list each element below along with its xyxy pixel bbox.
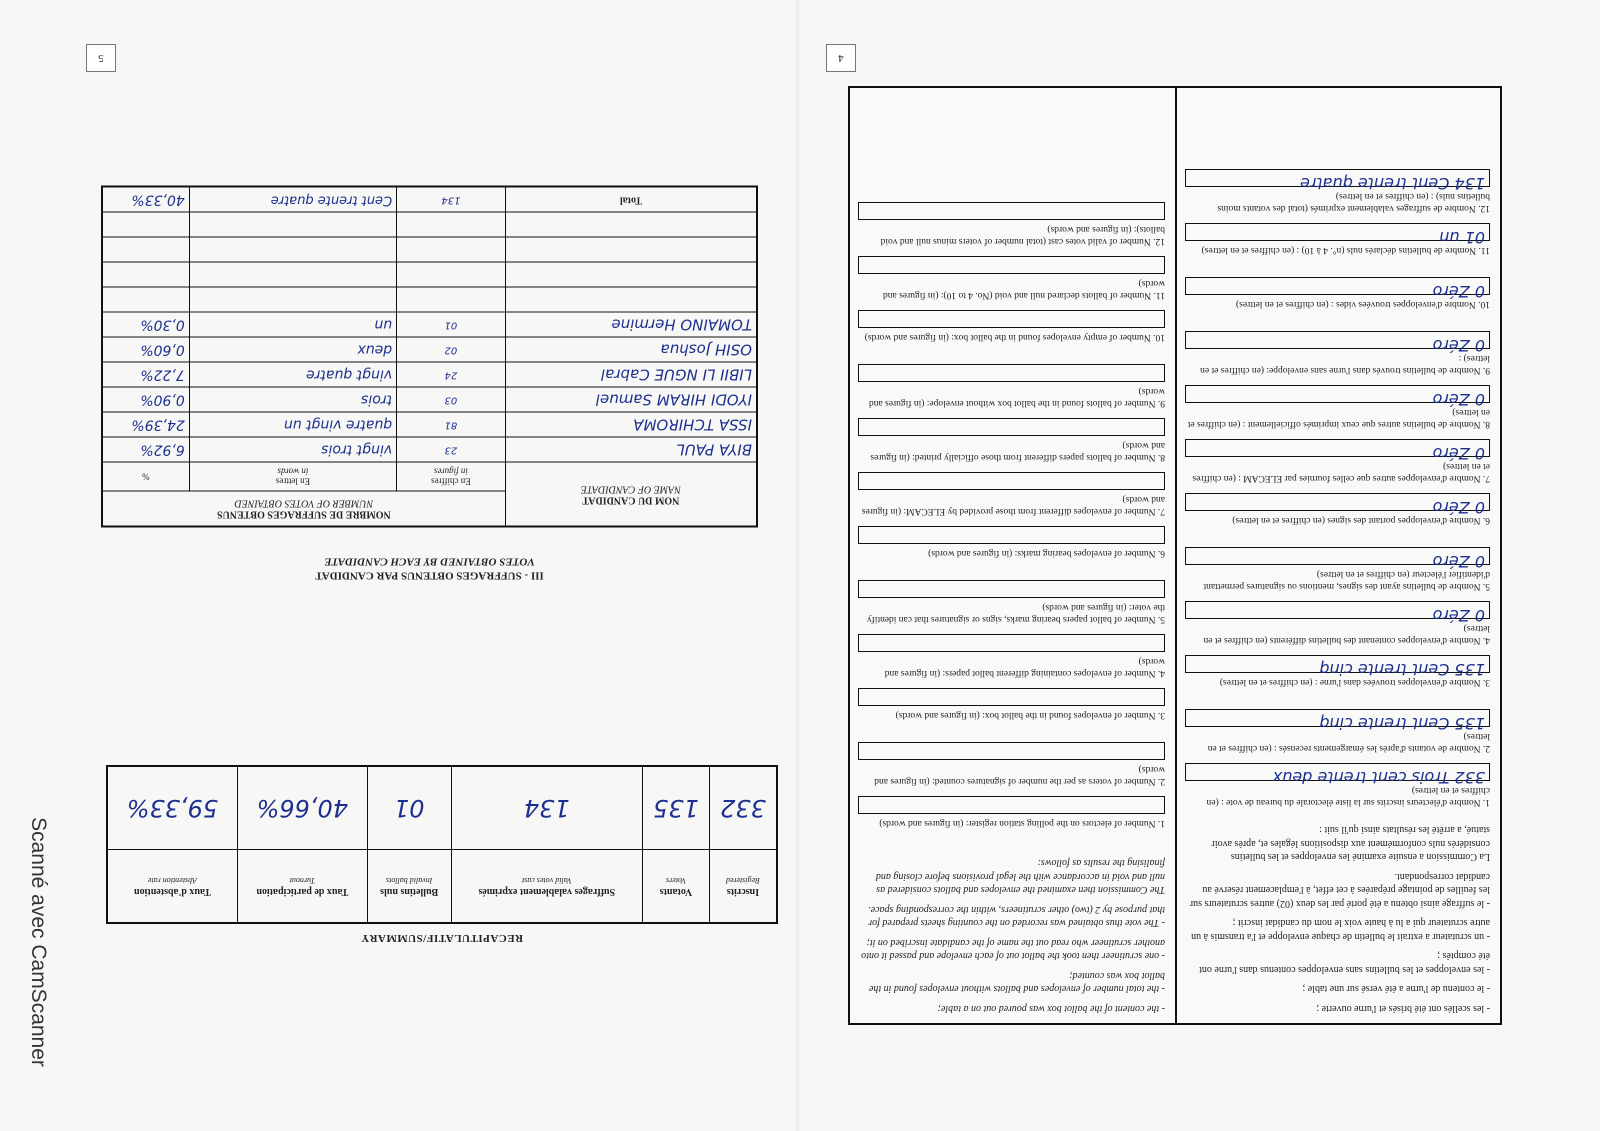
candidate-row	[102, 388, 757, 413]
pv-item-answer: 0 Zéro	[1432, 606, 1485, 625]
candidate-votes-figures: 01	[397, 313, 506, 338]
candidate-votes-words: un	[189, 313, 396, 338]
pv-intro-line: - the content of the ballot box was poured out on a table;	[937, 1003, 1165, 1014]
empty-cell	[189, 288, 396, 313]
pv-item-answer-box	[858, 742, 1165, 760]
candidate-row	[102, 363, 757, 388]
pv-item	[1187, 439, 1490, 493]
candidate-votes-percent: 0,30%	[102, 313, 189, 338]
pv-intro-line: - one scrutineer then took the ballot out of each envelope and passed it onto another scrutineer who read out the name of the candidate inscribed on it;	[861, 937, 1165, 962]
pv-item-label: 7. Number of envelopes different from those provided by ELECAM: (in figures and words)	[861, 493, 1165, 516]
empty-cell	[102, 263, 189, 288]
pv-item-answer-box	[1185, 223, 1490, 247]
candidate-results-section	[101, 186, 758, 582]
pv-item-label: 11. Number of ballots declared null and void (No. 4 to 10): (in figures and words)	[883, 277, 1165, 300]
pv-column-french	[1175, 88, 1500, 1023]
pv-item	[1187, 709, 1490, 763]
pv-intro-line: - The vote thus obtained was recorded on the counting sheets prepared for that purpose by 2 (two) other scrutineers, within the corresponding space.	[868, 904, 1165, 929]
pv-item-answer-box	[1185, 169, 1490, 193]
pv-item-answer-box	[858, 634, 1165, 652]
pv-item-label: 6. Nombre d'enveloppes portant des signes (en chiffres et en lettres)	[1232, 514, 1490, 525]
pv-item-answer-box	[1185, 277, 1490, 301]
pv-item	[860, 742, 1165, 796]
summary-title: RECAPITULATIF/SUMMARY	[360, 932, 524, 944]
pv-item-answer-box	[858, 580, 1165, 598]
empty-cell	[505, 288, 757, 313]
pv-item	[1187, 601, 1490, 655]
pv-item-answer: 0 Zéro	[1432, 390, 1485, 409]
pv-intro-line: The Commission then examined the envelopes and ballots considered as null and void in accordance with the legal provisions before closing and finalising the results as follows:	[875, 857, 1165, 896]
candidate-row-empty	[102, 238, 757, 263]
candidate-name: IYODI HIRAM Samuel	[505, 388, 757, 413]
pv-item-answer-box	[1185, 385, 1490, 409]
pv-item	[860, 634, 1165, 688]
pv-item-answer: 0 Zéro	[1432, 444, 1485, 463]
total-label: Total	[505, 187, 757, 213]
pv-item-label: 2. Number of voters as per the number of signatures counted: (in figures and words)	[874, 763, 1165, 786]
pv-item-answer-box	[1185, 655, 1490, 679]
candidate-name: ISSA TCHIROMA	[505, 413, 757, 438]
pv-item-label: 1. Number of electors on the polling station register: (in figures and words)	[879, 817, 1165, 828]
camscanner-watermark: Scanné avec CamScanner	[27, 817, 50, 1067]
empty-cell	[102, 238, 189, 263]
candidate-row-empty	[102, 213, 757, 238]
candidate-votes-words: vingt quatre	[189, 363, 396, 388]
candidate-votes-figures: 81	[397, 413, 506, 438]
pv-item-label: 2. Nombre de votants d'après les émargements recensés : (en chiffres et en lettres)	[1207, 730, 1490, 753]
total-percent: 40,33%	[102, 187, 189, 213]
pv-item-answer: 135 Cent trente cinq	[1319, 714, 1485, 733]
pv-item-answer: 0 Zéro	[1432, 552, 1485, 571]
candidate-votes-figures: 03	[397, 388, 506, 413]
pv-column-english	[850, 88, 1175, 1023]
pv-item-label: 10. Nombre d'enveloppes trouvées vides : (en chiffres et en lettres)	[1236, 298, 1490, 309]
candidate-row	[102, 413, 757, 438]
pv-intro-english	[860, 856, 1165, 1015]
summary-header-en: Registered	[726, 875, 760, 885]
pv-item-answer-box	[1185, 601, 1490, 625]
empty-cell	[397, 288, 506, 313]
empty-cell	[505, 238, 757, 263]
summary-header-en: Abstention rate	[147, 875, 197, 885]
summary-value: 134	[451, 766, 642, 850]
candidate-row-empty	[102, 288, 757, 313]
candidate-votes-words: quatre vingt un	[189, 413, 396, 438]
candidate-results-title-en: VOTES OBTAINED BY EACH CANDIDATE	[324, 555, 535, 568]
candidate-votes-percent: 0,60%	[102, 338, 189, 363]
pv-item	[1187, 331, 1490, 385]
empty-cell	[397, 263, 506, 288]
summary-value: 01	[367, 766, 451, 850]
pv-item	[1187, 547, 1490, 601]
pv-item-label: 3. Nombre d'enveloppes trouvées dans l'urne : (en chiffres et en lettres)	[1219, 676, 1490, 687]
pv-item	[860, 688, 1165, 742]
pv-item-answer: 135 Cent trente cinq	[1319, 660, 1485, 679]
summary-header-fr: Suffrages valablement exprimés	[478, 885, 616, 897]
pv-item	[860, 310, 1165, 364]
candidate-votes-percent: 6,92%	[102, 438, 189, 463]
total-words: Cent trente quatre	[189, 187, 396, 213]
pv-item-label: 9. Number of ballots found in the ballot box without envelope: (in figures and words)	[868, 385, 1165, 408]
summary-header-cell	[643, 850, 710, 924]
empty-cell	[102, 288, 189, 313]
summary-header-cell	[451, 850, 642, 924]
candidate-votes-percent: 7,22%	[102, 363, 189, 388]
pv-item-answer-box	[1185, 493, 1490, 517]
candidate-results-title-fr: III - SUFFRAGES OBTENUS PAR CANDIDAT	[315, 569, 544, 582]
pv-item-answer: 0 Zéro	[1432, 336, 1485, 355]
pv-items-english	[860, 202, 1165, 850]
pv-item	[860, 472, 1165, 526]
summary-value: 40,66%	[237, 766, 367, 850]
pv-intro-line: - les scellés ont été brisés et l'urne ouverte ;	[1316, 1003, 1490, 1014]
pv-item	[860, 580, 1165, 634]
pv-intro-line: La Commission a ensuite examiné les enveloppes et les bulletins considérés nuls conformément aux dispositions légales et, après avoir statué, a arrêté les résultats ainsi qu'il suit :	[1211, 824, 1490, 863]
pv-item	[860, 526, 1165, 580]
candidate-name: LIBII LI NGUE Cabral	[505, 363, 757, 388]
pv-intro-line: - les enveloppes et les bulletins sans enveloppes contenus dans l'urne ont été comptés ;	[1199, 950, 1490, 975]
pv-item-answer-box	[858, 472, 1165, 490]
header-in-figures: En chiffres in figures	[397, 463, 506, 492]
pv-item-label: 7. Nombre d'enveloppes autres que celles fournies par ELECAM : (en chiffres et en lettres)	[1192, 460, 1490, 483]
summary-header-en: Valid votes cast	[521, 875, 572, 885]
pv-item	[1187, 169, 1490, 223]
page-number-left: 5	[86, 44, 116, 72]
pv-item-answer-box	[858, 202, 1165, 220]
header-in-words: En lettres in words	[189, 463, 396, 492]
candidate-row	[102, 313, 757, 338]
summary-value: 135	[643, 766, 710, 850]
pv-intro-line: - un scrutateur a extrait le bulletin de chaque enveloppe et l'a transmis à un autre scrutateur qui a lu à haute voix le nom du candidat inscrit ;	[1191, 917, 1490, 942]
candidate-votes-words: deux	[189, 338, 396, 363]
summary-header-cell	[367, 850, 451, 924]
candidate-votes-figures: 23	[397, 438, 506, 463]
candidate-votes-figures: 02	[397, 338, 506, 363]
pv-item-label: 5. Number of ballot papers bearing marks, signs or signatures that can identify the voter: (in figures and words)	[866, 601, 1165, 624]
pv-item-label: 11. Nombre de bulletins déclarés nuls (n°. 4 à 10) : (en chiffres et en lettres)	[1201, 244, 1490, 255]
pv-item-label: 8. Number of ballots papers different from those officially printed: (in figures and words)	[870, 439, 1165, 462]
total-figures: 134	[397, 187, 506, 213]
summary-table	[106, 765, 778, 924]
pv-item-label: 5. Nombre de bulletins ayant des signes, mentions ou signatures permettant d'identifier l'électeur (en chiffres et en lettres)	[1203, 568, 1490, 591]
pv-item-label: 1. Nombre d'électeurs inscrits sur la liste électorale du bureau de vote : (en chiffres et en lettres)	[1206, 784, 1490, 807]
pv-item-answer: 01 un	[1439, 228, 1485, 247]
pv-item-answer-box	[1185, 763, 1490, 787]
summary-header-fr: Votants	[659, 885, 693, 897]
pv-item-label: 9. Nombre de bulletins trouvés dans l'urne sans enveloppe: (en chiffres et en lettres) :	[1200, 352, 1490, 375]
page-number-right: 4	[826, 44, 856, 72]
summary-header-en: Voters	[665, 875, 686, 885]
pv-item	[860, 256, 1165, 310]
empty-cell	[189, 263, 396, 288]
pv-item	[1187, 277, 1490, 331]
summary-header-cell	[107, 850, 237, 924]
pv-item-label: 12. Nombre de suffrages valablement exprimés (total des votants moins bulletins nuls) : (en chiffres et en lettres)	[1217, 190, 1490, 213]
empty-cell	[189, 213, 396, 238]
pv-item-answer-box	[858, 796, 1165, 814]
pv-item-label: 8. Nombre de bulletins autres que ceux imprimés officiellement : (en chiffres et en lettres)	[1187, 406, 1490, 429]
pv-item-answer-box	[858, 364, 1165, 382]
candidate-votes-words: vingt trois	[189, 438, 396, 463]
pv-item-label: 10. Number of empty envelopes found in the ballot box: (in figures and words)	[864, 331, 1165, 342]
header-percent: %	[102, 463, 189, 492]
summary-header-fr: Taux d'abstention	[134, 885, 211, 897]
pv-item-answer-box	[1185, 331, 1490, 355]
candidate-row	[102, 338, 757, 363]
summary-header-cell	[709, 850, 777, 924]
pv-item-answer-box	[858, 688, 1165, 706]
pv-item-answer-box	[1185, 439, 1490, 463]
pv-item	[860, 202, 1165, 256]
empty-cell	[102, 213, 189, 238]
pv-item-answer-box	[858, 256, 1165, 274]
proces-verbal-box	[848, 86, 1502, 1025]
pv-item-label: 3. Number of envelopes found in the ballot box: (in figures and words)	[895, 709, 1165, 720]
pv-item	[860, 418, 1165, 472]
pv-item-answer-box	[858, 418, 1165, 436]
pv-item-answer-box	[1185, 709, 1490, 733]
candidate-results-title	[101, 554, 758, 582]
summary-header-fr: Bulletins nuls	[380, 885, 439, 897]
header-candidate-name: NOM DU CANDIDAT NAME OF CANDIDATE	[505, 463, 757, 528]
candidate-votes-words: trois	[189, 388, 396, 413]
pv-item-answer-box	[858, 310, 1165, 328]
candidate-votes-percent: 0,90%	[102, 388, 189, 413]
pv-item-answer-box	[1185, 547, 1490, 571]
summary-value: 59,33%	[107, 766, 237, 850]
pv-item	[860, 364, 1165, 418]
pv-items-french	[1187, 169, 1490, 817]
summary-value: 332	[709, 766, 777, 850]
summary-header-fr: Inscrits	[726, 885, 760, 897]
empty-cell	[189, 238, 396, 263]
summary-header-fr: Taux de participation	[256, 885, 349, 897]
header-votes-obtained: NOMBRE DE SUFFRAGES OBTENUS NUMBER OF VOTES OBTAINED	[102, 492, 505, 528]
pv-item-answer: 134 Cent trente quatre	[1300, 174, 1485, 193]
candidate-name: BIYA PAUL	[505, 438, 757, 463]
summary-header-cell	[237, 850, 367, 924]
pv-item	[1187, 385, 1490, 439]
pv-intro-line: - the total number of envelopes and ballots without envelopes found in the ballot box was counted;	[868, 970, 1165, 995]
empty-cell	[505, 213, 757, 238]
pv-item-label: 6. Number of envelopes bearing marks: (in figures and words)	[928, 547, 1165, 558]
pv-item-answer: 332 Trois cent trente deux	[1272, 768, 1485, 787]
pv-item	[1187, 493, 1490, 547]
pv-item-label: 12. Number of valid votes cast (total number of voters minus null and void ballots): (in figures and words)	[880, 223, 1165, 246]
empty-cell	[505, 263, 757, 288]
candidate-row-empty	[102, 263, 757, 288]
pv-item	[1187, 223, 1490, 277]
pv-item	[860, 796, 1165, 850]
candidate-row	[102, 438, 757, 463]
candidate-name: TOMAINO Hermine	[505, 313, 757, 338]
summary-header-en: Turnout	[289, 875, 315, 885]
pv-item-answer: 0 Zéro	[1432, 282, 1485, 301]
pv-item	[1187, 655, 1490, 709]
pv-item-label: 4. Number of envelopes containing different ballot papers: (in figures and words)	[884, 655, 1165, 678]
pv-item-answer: 0 Zéro	[1432, 498, 1485, 517]
pv-item	[1187, 763, 1490, 817]
summary-header-en: Invalid ballots	[385, 875, 433, 885]
candidate-results-table	[101, 186, 758, 528]
pv-item-label: 4. Nombre d'enveloppes contenant des bulletins différents (en chiffres et en lettres)	[1203, 622, 1490, 645]
empty-cell	[397, 213, 506, 238]
candidate-name: OSIH Joshua	[505, 338, 757, 363]
summary-section	[106, 765, 778, 948]
pv-item-answer-box	[858, 526, 1165, 544]
pv-intro-line: - le suffrage ainsi obtenu a été porté par les deux (02) autres scrutateurs sur les feuilles de pointage préparées à cet effet, à l'emplacement réservé au candidat correspondant.	[1189, 871, 1490, 909]
pv-intro-french	[1187, 823, 1490, 1015]
pv-intro-line: - le contenu de l'urne a été versé sur une table ;	[1302, 983, 1490, 995]
empty-cell	[397, 238, 506, 263]
candidate-votes-figures: 24	[397, 363, 506, 388]
candidate-votes-percent: 24,39%	[102, 413, 189, 438]
